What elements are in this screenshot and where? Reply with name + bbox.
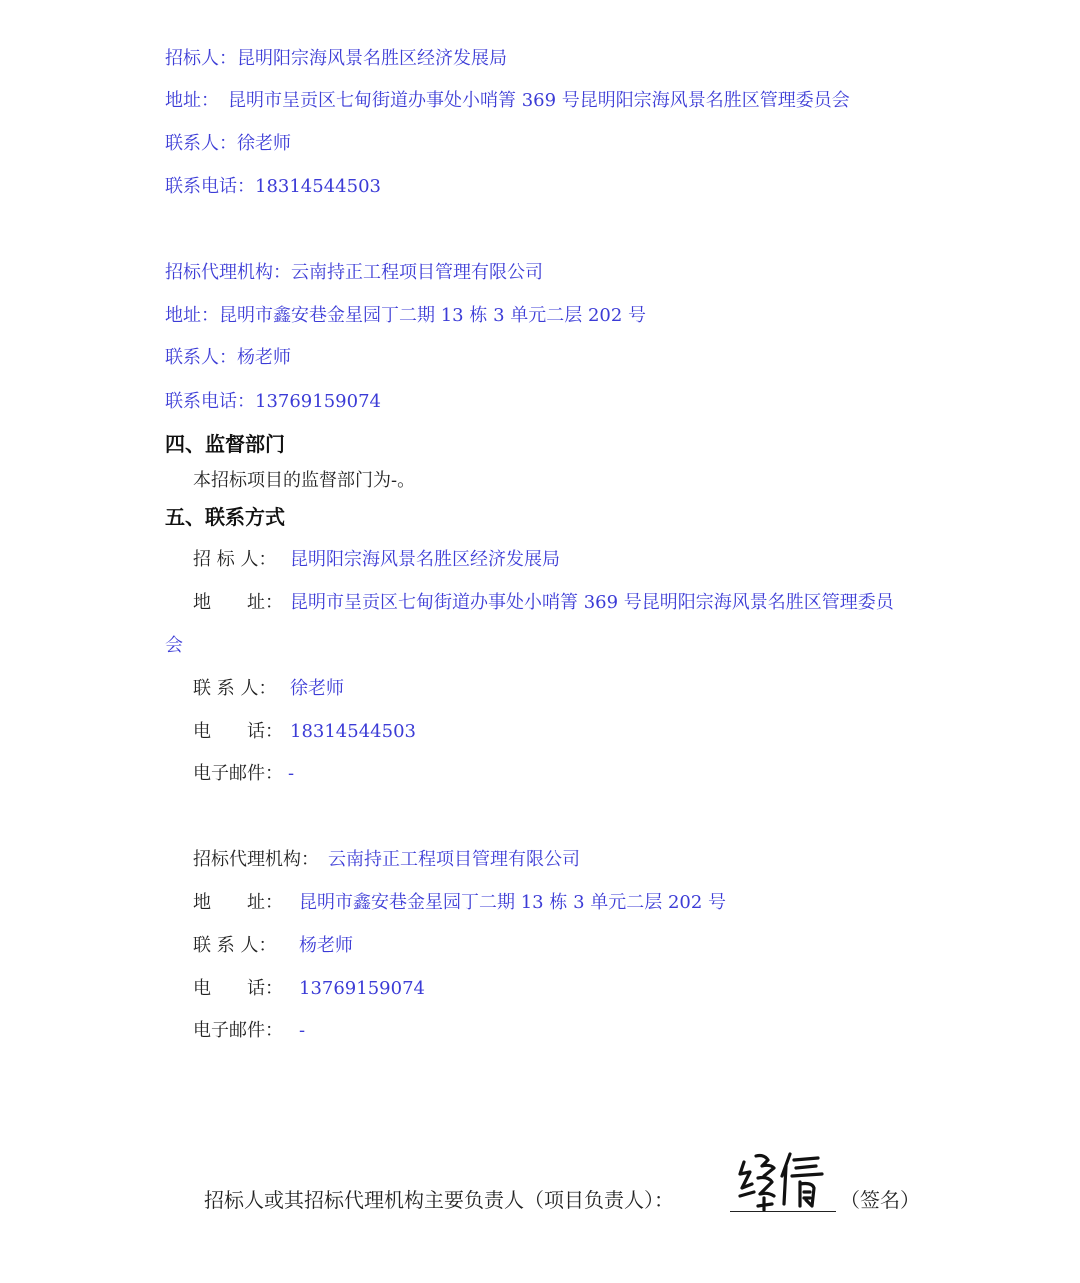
s5-address-value: 昆明市呈贡区七甸街道办事处小哨箐 369 号昆明阳宗海风景名胜区管理委员 [290,592,894,613]
s5-agency-contact-label: 联 系 人： [193,935,277,956]
s5-agency-phone-label: 电 话： [193,978,283,999]
s5-agency-email-value: - [299,1020,306,1041]
signature-label: 招标人或其招标代理机构主要负责人（项目负责人）： [204,1188,674,1212]
tenderer-address: 地址： 昆明市呈贡区七甸街道办事处小哨箐 369 号昆明阳宗海风景名胜区管理委员会 [165,90,850,111]
section4-text: 本招标项目的监督部门为-。 [193,470,416,491]
tenderer-contact: 联系人：徐老师 [165,133,291,154]
s5-phone-value: 18314544503 [290,721,416,742]
agency-contact: 联系人：杨老师 [165,347,291,368]
s5-agency-address-label: 地 址： [193,892,283,913]
signature-underline [730,1211,836,1212]
s5-email-value: - [288,763,295,784]
signature-suffix: （签名） [840,1188,920,1212]
s5-tenderer-label: 招 标 人： [193,549,277,570]
s5-phone-label: 电 话： [193,721,283,742]
handwritten-signature [734,1148,830,1212]
tenderer-name: 招标人：昆明阳宗海风景名胜区经济发展局 [165,48,507,69]
section5-heading: 五、联系方式 [165,505,285,529]
s5-contact-label: 联 系 人： [193,678,277,699]
s5-address-wrap: 会 [165,635,183,656]
s5-email-label: 电子邮件： [193,763,283,784]
s5-agency-value: 云南持正工程项目管理有限公司 [328,849,580,870]
agency-name: 招标代理机构：云南持正工程项目管理有限公司 [165,262,543,283]
s5-agency-email-label: 电子邮件： [193,1020,283,1041]
s5-contact-value: 徐老师 [290,678,344,699]
s5-agency-label: 招标代理机构： [193,849,319,870]
s5-agency-contact-value: 杨老师 [299,935,353,956]
section4-heading: 四、监督部门 [165,432,285,456]
s5-tenderer-value: 昆明阳宗海风景名胜区经济发展局 [290,549,560,570]
s5-agency-address-value: 昆明市鑫安巷金星园丁二期 13 栋 3 单元二层 202 号 [299,892,727,913]
s5-agency-phone-value: 13769159074 [299,978,425,999]
tenderer-phone: 联系电话：18314544503 [165,176,381,197]
s5-address-label: 地 址： [193,592,283,613]
agency-address: 地址：昆明市鑫安巷金星园丁二期 13 栋 3 单元二层 202 号 [165,305,647,326]
agency-phone: 联系电话：13769159074 [165,391,381,412]
